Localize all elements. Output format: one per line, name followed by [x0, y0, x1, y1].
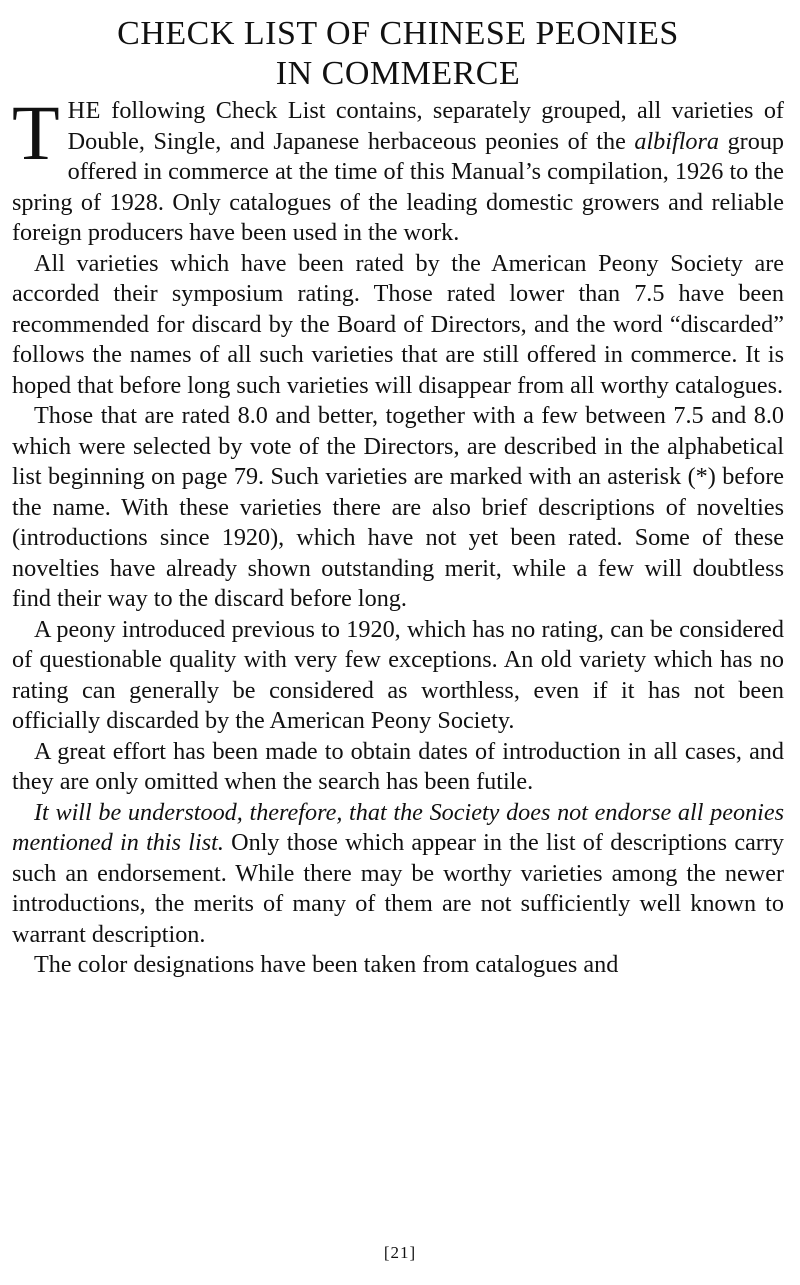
paragraph-1-text-a: following Check List contains, separately grouped, all varieties of Double, Single, and Japanese herbaceous peonies of the	[67, 97, 784, 155]
paragraph-1-text-b: group offered in commerce at the time of this Manual’s compilation, 1926 to the spring of 1928. Only catalogues of the leading domestic growers and reliable foreign producers have been used in the work.	[12, 127, 785, 246]
paragraph-6	[12, 798, 784, 951]
paragraph-6-italic: It will be understood, therefore, that the Society does not endorse all peonies mentioned in this list.	[12, 798, 784, 856]
paragraph-6-text: Only those which appear in the list of descriptions carry such an endorsement. While there may be worthy varieties among the newer introductions, the merits of many of them are not sufficiently well known to warrant description.	[12, 829, 785, 948]
title-line-2: IN COMMERCE	[275, 55, 521, 92]
paragraph-2: All varieties which have been rated by the American Peony Society are accorded their symposium rating. Those rated lower than 7.5 have been recommended for discard by the Board of Directors, and the word “discarded” follows the names of all such varieties that are still offered in commerce. It is hoped that before long such varieties will disappear from all worthy catalogues.	[12, 249, 784, 399]
paragraph-1	[12, 89, 785, 249]
paragraph-5: A great effort has been made to obtain dates of introduction in all cases, and they are only omitted when the search has been futile.	[12, 737, 784, 795]
title-line-1: CHECK LIST OF CHINESE PEONIES	[117, 15, 679, 52]
italic-term: albiflora	[634, 127, 720, 155]
paragraph-7: The color designations have been taken from catalogues and	[34, 951, 619, 978]
page-title	[12, 14, 784, 94]
paragraph-4: A peony introduced previous to 1920, which has no rating, can be considered of questionable quality with very few exceptions. An old variety which has no rating can generally be considered as worthless, even if it has not been officially discarded by the American Peony Society.	[12, 615, 784, 734]
page-number: [21]	[383, 1243, 417, 1262]
paragraph-3: Those that are rated 8.0 and better, together with a few between 7.5 and 8.0 which were selected by vote of the Directors, are described in the alphabetical list beginning on page 79. Such varieties are marked with an asterisk (*) before the name. With these varieties there are also brief descriptions of novelties (introductions since 1920), which have not yet been rated. Some of these novelties have already shown outstanding merit, while a few will doubtless find their way to the discard before long.	[12, 402, 784, 612]
drop-cap: T	[12, 89, 60, 176]
lead-word: HE	[67, 97, 101, 124]
page-body	[12, 14, 784, 981]
